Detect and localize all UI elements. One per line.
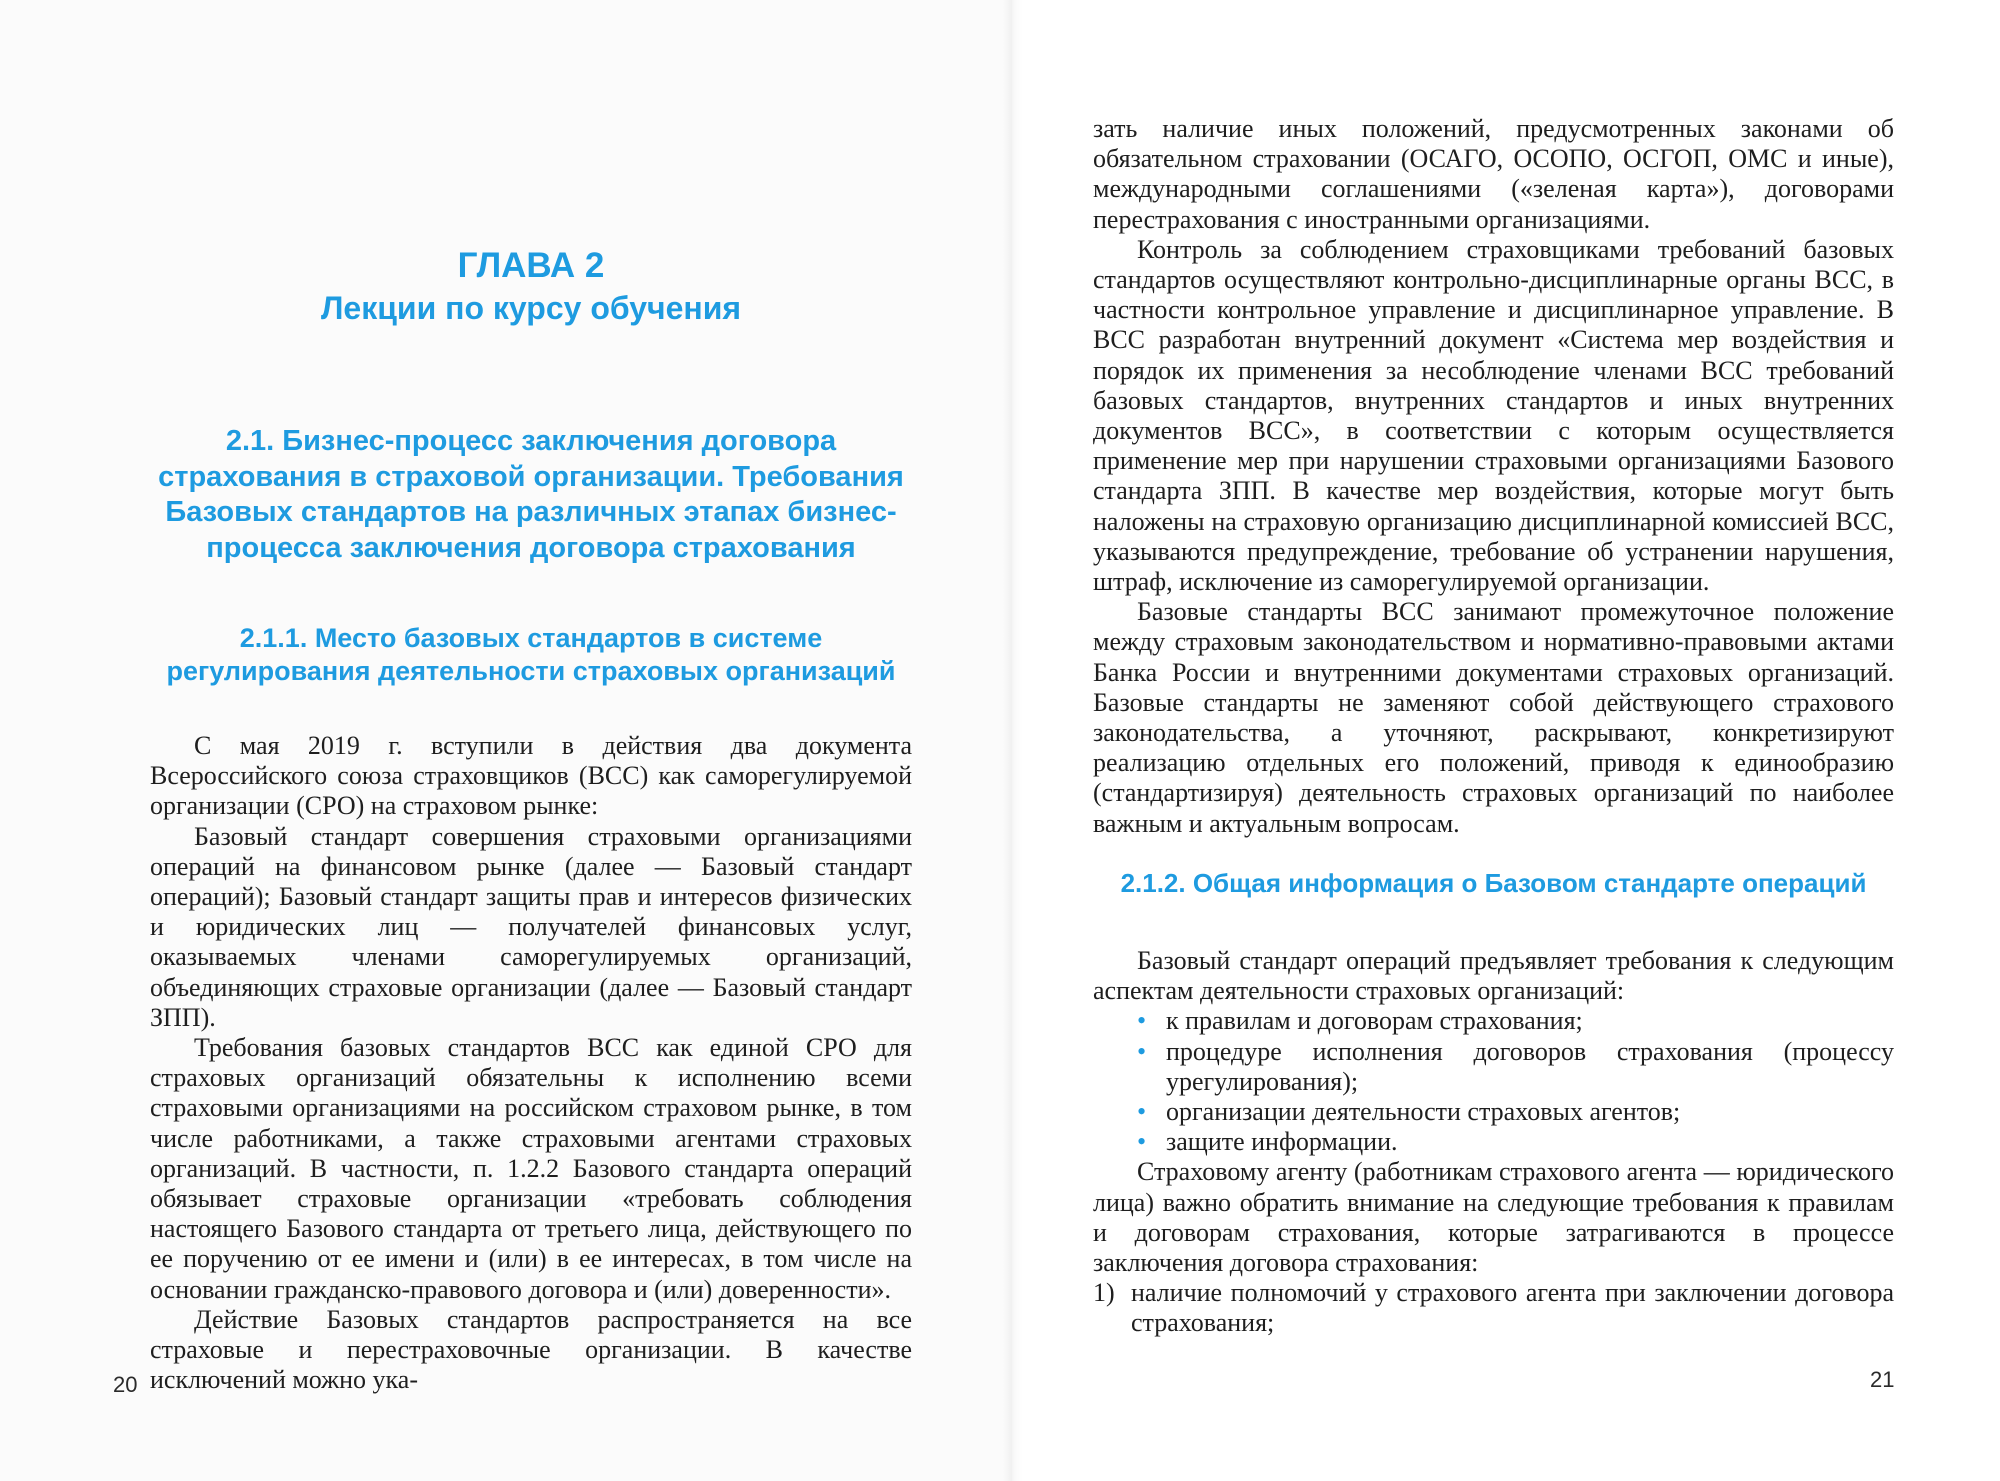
left-paragraph-1: С мая 2019 г. вступили в действия два документа Всероссийского союза страховщиков (ВСС) как саморегулируемой организации (СРО) на страховом рынке: bbox=[150, 731, 912, 821]
chapter-label: ГЛАВА 2 bbox=[457, 246, 605, 285]
left-paragraph-2: Базовый стандарт совершения страховыми организациями операций на финансовом рынке (далее — Базовый стандарт операций); Базовый стандарт защиты прав и интересов физических и юридических лиц — получателей финансовых услуг, оказываемых членами саморегулируемых организаций, объединяющих страховые организации (далее — Базовый стандарт ЗПП). bbox=[150, 821, 912, 1032]
left-body-text bbox=[150, 731, 912, 1395]
right-paragraph-3: Базовые стандарты ВСС занимают промежуточное положение между страховым законодательством и нормативно-правовыми актами Банка России и внутренними документами страховых организаций. Базовые стандарты не заменяют собой действующего страхового законодательства, а уточняют, раскрывают, конкретизируют реализацию отдельных его положений, приводя к единообразию (стандартизируя) деятельность страховых организаций по наиболее важным и актуальным вопросам. bbox=[1093, 597, 1894, 838]
left-paragraph-4: Действие Базовых стандартов распространяется на все страховые и перестраховочные организации. В качестве исключений можно ука- bbox=[150, 1304, 912, 1395]
right-body-text-top bbox=[1093, 114, 1894, 839]
numbered-list bbox=[1093, 1278, 1894, 1338]
list-item: • защите информации. bbox=[1137, 1127, 1398, 1157]
right-intro-paragraph: Базовый стандарт операций предъявляет требования к следующим аспектам деятельности страховых организаций: bbox=[1093, 946, 1894, 1006]
left-paragraph-3: Требования базовых стандартов ВСС как единой СРО для страховых организаций обязательны к исполнению всеми страховыми организациями на российском страховом рынке, в том числе работниками, а также страховыми агентами страховых организаций. В частности, п. 1.2.2 Базового стандарта операций обязывает страховые организации «требовать соблюдения настоящего Базового стандарта от третьего лица, действующего по ее поручению от ее имени и (или) в ее интересах, в том числе на основании гражданско-правового договора и (или) доверенности». bbox=[150, 1033, 912, 1304]
subsection-title-2-1-2: 2.1.2. Общая информация о Базовом стандарте операций bbox=[1120, 868, 1867, 898]
agent-paragraph: Страховому агенту (работникам страхового агента — юридического лица) важно обратить внимание на следующие требования к правилам и договорам страхования, которые затрагиваются в процессе заключения договора страхования: bbox=[1093, 1157, 1894, 1278]
chapter-title: Лекции по курсу обучения bbox=[320, 290, 742, 326]
bullet-icon: • bbox=[1137, 1036, 1147, 1066]
subsection-title-2-1-1: 2.1.1. Место базовых стандартов в системе регулирования деятельности страховых организаций bbox=[166, 623, 896, 686]
bullet-icon: • bbox=[1137, 1127, 1147, 1157]
bullet-icon: • bbox=[1137, 1097, 1147, 1127]
list-item: • организации деятельности страховых агентов; bbox=[1137, 1097, 1681, 1127]
bullet-icon: • bbox=[1137, 1006, 1147, 1036]
list-item: • процедуре исполнения договоров страхования (процессу урегулирования); bbox=[1137, 1036, 1894, 1096]
page-number-right: 21 bbox=[1870, 1367, 1895, 1392]
numbered-item: 1) наличие полномочий у страхового агента при заключении договора страхования; bbox=[1093, 1278, 1894, 1338]
list-item: • к правилам и договорам страхования; bbox=[1137, 1006, 1583, 1036]
right-paragraph-1: зать наличие иных положений, предусмотренных законами об обязательном страховании (ОСАГО, ОСОПО, ОСГОП, ОМС и иные), международными соглашениями («зеленая карта»), договорами перестрахования с иностранными организациями. bbox=[1093, 114, 1894, 234]
right-paragraph-2: Контроль за соблюдением страховщиками требований базовых стандартов осуществляют контрольно-дисциплинарные органы ВСС, в частности контрольное управление и дисциплинарное управление. В ВСС разработан внутренний документ «Система мер воздействия и порядок их применения за несоблюдение членами ВСС требований базовых стандартов, внутренних стандартов и иных внутренних документов ВСС», в соответствии с которым осуществляется применение мер при нарушении страховыми организациями Базового стандарта ЗПП. В качестве мер воздействия, которые могут быть наложены на страховую организацию дисциплинарной комиссией ВСС, указываются предупреждение, требование об устранении нарушения, штраф, исключение из саморегулируемой организации. bbox=[1093, 234, 1894, 597]
section-title: 2.1. Бизнес-процесс заключения договора страхования в страховой организации. Требования Базовых стандартов на различных этапах бизнес-процесса заключения договора страхования bbox=[158, 425, 904, 564]
right-body-text-bottom bbox=[1093, 946, 1894, 1339]
book-gutter bbox=[1003, 0, 1023, 1481]
requirements-list bbox=[1093, 1006, 1894, 1157]
page-number-left: 20 bbox=[113, 1372, 138, 1397]
